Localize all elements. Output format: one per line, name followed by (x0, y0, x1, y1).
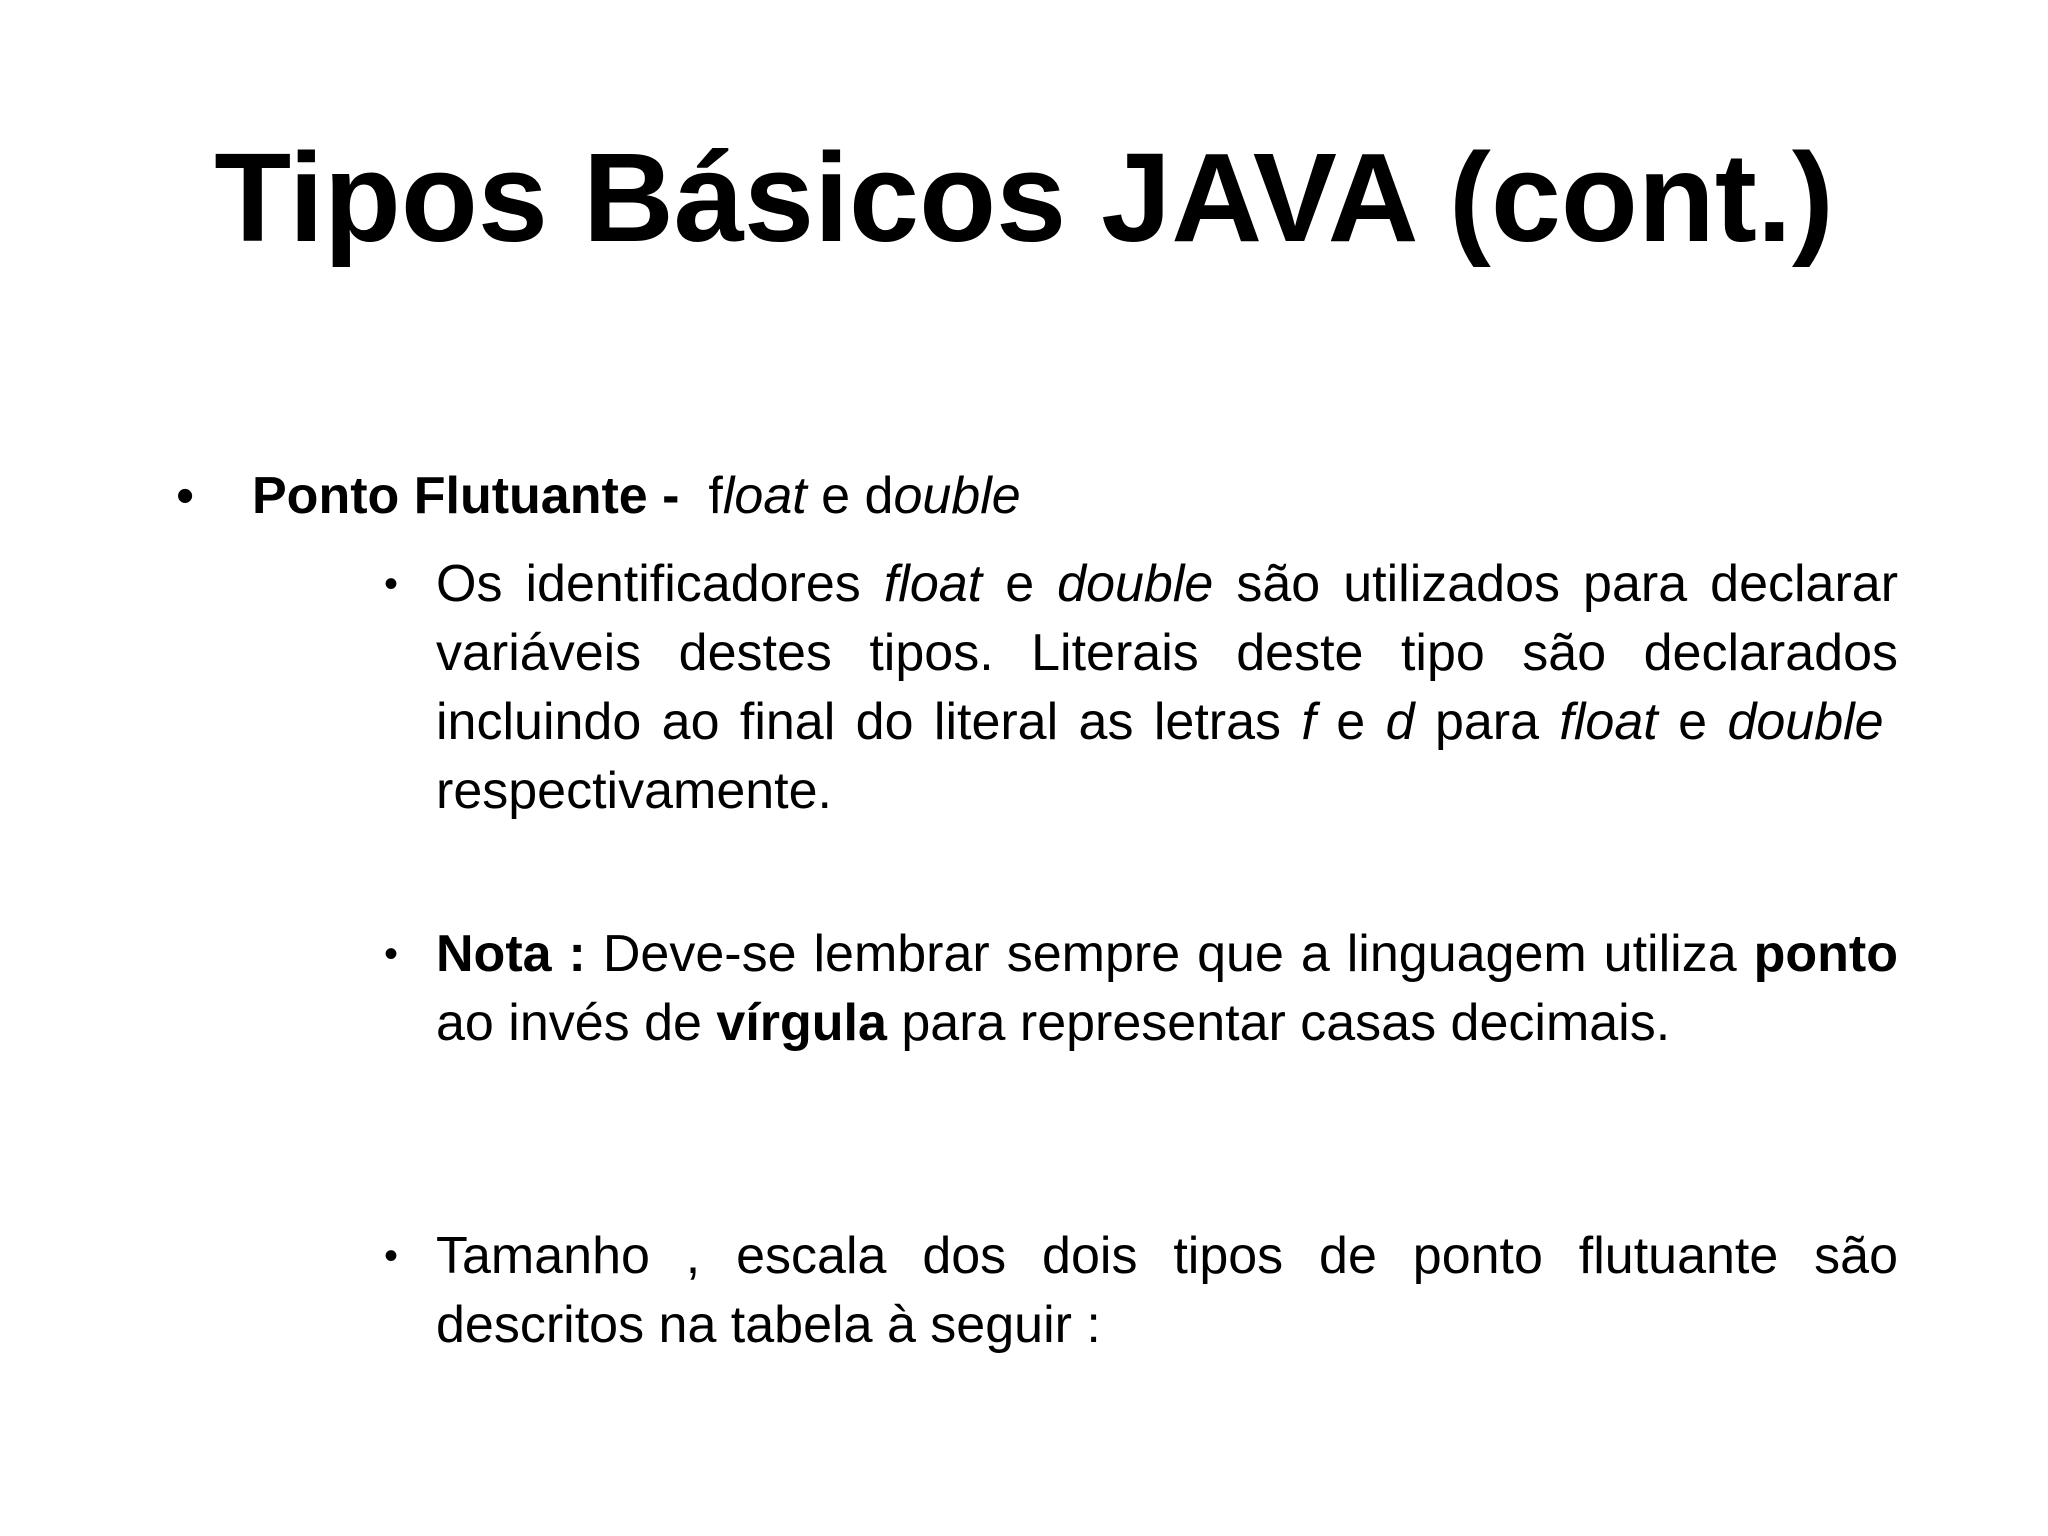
bullet-icon: • (176, 467, 195, 525)
tamanho-paragraph: Tamanho , escala dos dois tipos de ponto flutuante são descritos na tabela à seguir : (436, 1227, 1898, 1354)
para1-double-2: double (1727, 693, 1884, 751)
para1-d: d (1385, 693, 1415, 751)
bullet-icon: • (384, 932, 399, 976)
bullet-icon: • (384, 1234, 399, 1278)
para1-double: double (1057, 555, 1214, 613)
para1-text-1: Os identificadores (436, 555, 861, 613)
para1-float-2: float (1559, 693, 1658, 751)
para2-text-2: ao invés de (436, 994, 702, 1052)
bullet-icon: • (384, 562, 399, 606)
topic-and: e (821, 467, 851, 525)
para1-text-7: respectivamente. (436, 762, 832, 820)
para1-text-6: e (1678, 693, 1708, 751)
para2-ponto: ponto (1753, 925, 1898, 983)
topic-f-letter: f (708, 467, 723, 525)
para2-virgula: vírgula (716, 994, 887, 1052)
nota-paragraph (436, 920, 1898, 1058)
para1-float: float (883, 555, 983, 613)
para2-text-1: Deve-se lembrar sempre que a linguagem utiliza (602, 925, 1737, 983)
slide-title: Tipos Básicos JAVA (cont.) (214, 127, 1834, 268)
para1-f: f (1301, 693, 1316, 751)
topic-double-rest: ouble (893, 467, 1021, 525)
identifiers-paragraph (436, 550, 1898, 826)
para1-text-2: e (1005, 555, 1035, 613)
topic-float-rest: loat (722, 467, 807, 525)
topic-label: Ponto Flutuante - (252, 467, 680, 525)
para1-text-4: e (1336, 693, 1366, 751)
para1-text-5: para (1434, 693, 1540, 751)
nota-label: Nota : (436, 925, 586, 983)
topic-d-letter: d (864, 467, 894, 525)
para2-text-3: para representar casas decimais. (901, 994, 1671, 1052)
topic-text (252, 462, 1021, 530)
para1-text-3: são utilizados para declarar variáveis destes tipos. Literais deste tipo são declarados incluindo ao final do literal as letras (436, 555, 1899, 751)
